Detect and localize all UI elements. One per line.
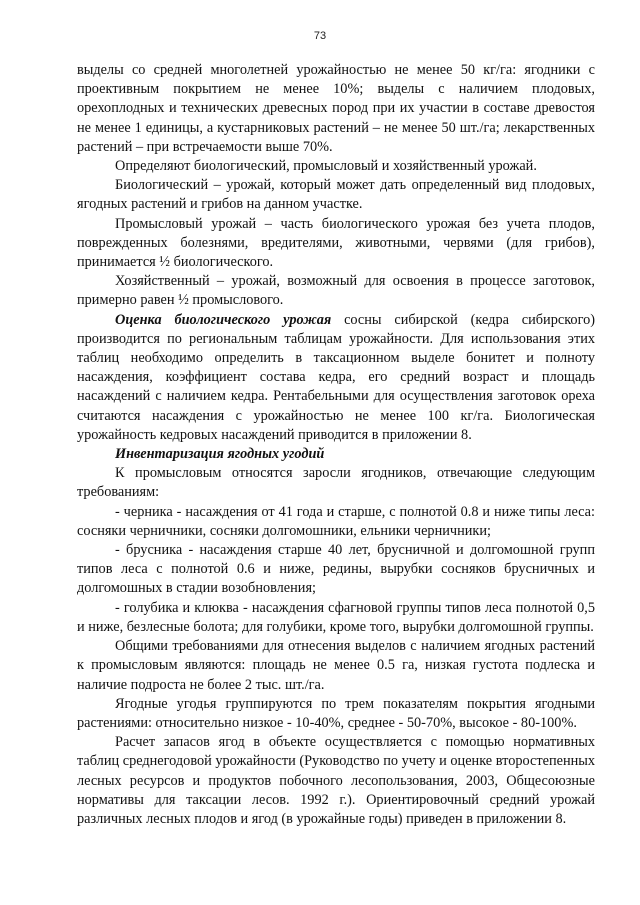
paragraph-cedar-assessment	[77, 311, 595, 445]
paragraph-criteria-continuation: выделы со средней многолетней урожайностью не менее 50 кг/га: ягодники с проективным покрытием не менее 10%; выделы с наличием плодовых, орехоплодных и технических древесных пород при их участии в составе древостоя не менее 1 единицы, а кустарниковых растений – не менее 50 шт./га; лекарственных растений – при встречаемости выше 70%.	[77, 62, 595, 155]
paragraph-berry-requirements: К промысловым относятся заросли ягодников, отвечающие следующим требованиям:	[77, 465, 595, 501]
paragraph-commercial-harvest: Промысловый урожай – часть биологического урожая без учета плодов, поврежденных болезнями, вредителями, животными, червями (для грибов), принимается ½ биологического.	[77, 215, 595, 271]
cedar-assessment-text: сосны сибирской (кедра сибирского) производится по региональным таблицам урожайности. Для использования этих таблиц необходимо определить в таксационном выделе бонитет и полноту насаждения, коэффициент состава кедра, его средний возраст и площадь насаждений с наличием кедра. Рентабельными для осуществления заготовок ореха считаются насаждения с урожайностью не менее 100 кг/га. Биологическая урожайность кедровых насаждений приводится в приложении 8.	[77, 311, 595, 443]
paragraph-general-requirements: Общими требованиями для отнесения выделов с наличием ягодных растений к промысловым являются: площадь не менее 0.5 га, низкая густота подлеска и наличие подроста не более 2 тыс. шт./га.	[77, 638, 595, 693]
cedar-assessment-lead: Оценка биологического урожая	[115, 311, 332, 328]
paragraph-biological-harvest: Биологический – урожай, который может дать определенный вид плодовых, ягодных растений и грибов на данном участке.	[77, 177, 595, 213]
list-item-lingonberry: - брусника - насаждения старше 40 лет, брусничной и долгомошной групп типов леса с полнотой 0.6 и ниже, редины, вырубки сосняков брусничных и долгомошных в стадии возобновления;	[77, 542, 595, 597]
page-number: 73	[313, 30, 327, 42]
list-item-blueberry-cranberry: - голубика и клюква - насаждения сфагновой группы типов леса полнотой 0,5 и ниже, безлесные болота; для голубики, кроме того, вырубки долгомошной группы.	[77, 599, 595, 635]
paragraph-coverage-groups: Ягодные угодья группируются по трем показателям покрытия ягодными растениями: относительно низкое - 10-40%, среднее - 50-70%, высокое - 80-100%.	[77, 695, 595, 731]
paragraph-harvest-types: Определяют биологический, промысловый и хозяйственный урожай.	[115, 158, 537, 175]
paragraph-economic-harvest: Хозяйственный – урожай, возможный для освоения в процессе заготовок, примерно равен ½ промыслового.	[77, 273, 595, 309]
paragraph-stock-calculation: Расчет запасов ягод в объекте осуществляется с помощью нормативных таблиц среднегодовой урожайности (Руководство по учету и оценке второстепенных лесных ресурсов и продуктов побочного лесопользования, 2003, Общесоюзные нормативы для таксации лесов. 1992 г.). Ориентировочный средний урожай различных лесных плодов и ягод (в урожайные годы) приведен в приложении 8.	[77, 734, 595, 827]
section-heading-berry-inventory: Инвентаризация ягодных угодий	[115, 446, 325, 463]
document-body	[77, 61, 595, 829]
list-item-bilberry: - черника - насаждения от 41 года и старше, с полнотой 0.8 и ниже типы леса: сосняки черничники, сосняки долгомошники, ельники черничники;	[77, 503, 595, 539]
